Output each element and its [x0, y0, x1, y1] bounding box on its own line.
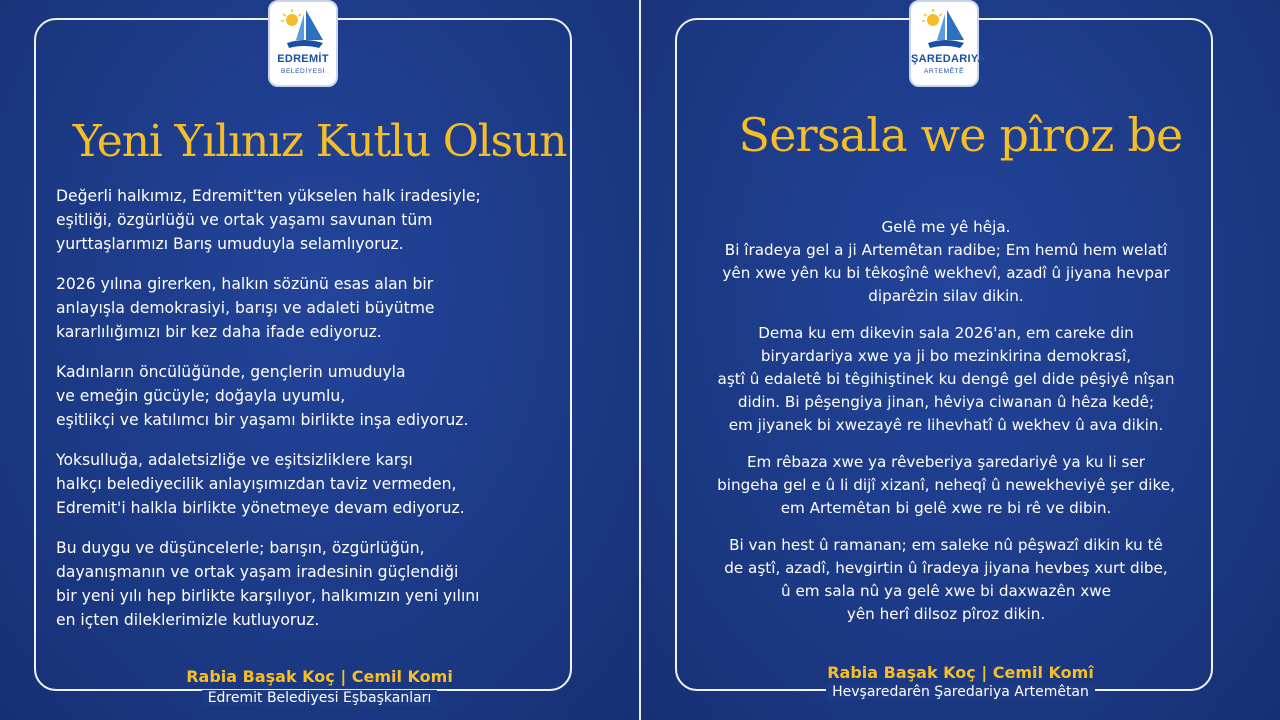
signatory-title	[641, 684, 1280, 700]
logo-text-primary: ŞAREDARIYA	[911, 53, 986, 65]
sailboat-sun-icon	[279, 6, 329, 52]
text-line: 2026 yılına girerken, halkın sözünü esas alan bir	[56, 275, 434, 293]
paragraph-2	[681, 322, 1211, 437]
signatory-title-text: Hevşaredarên Şaredariya Artemêtan	[826, 684, 1095, 700]
text-line: Yoksulluğa, adaletsizliğe ve eşitsizliklere karşı	[56, 451, 413, 469]
text-line: Em rêbaza xwe ya rêveberiya şaredariyê ya ku li ser	[746, 453, 1146, 471]
logo-text-secondary: ARTEMÊTÊ	[923, 68, 965, 75]
text-line: Dema ku em dikevin sala 2026'an, em careke din	[758, 324, 1134, 342]
signatory-title	[0, 690, 639, 706]
text-line: em Artemêtan bi gelê xwe re bi rê ve dibin.	[780, 499, 1112, 517]
text-line: Bi van hest û ramanan; em saleke nû pêşwazî dikin ku tê	[729, 536, 1163, 554]
paragraph-3	[681, 451, 1211, 520]
text-line: em jiyanek bi xwezayê re lihevhatî û wekhev û ava dikin.	[728, 416, 1164, 434]
message-body	[681, 216, 1211, 640]
text-line: halkçı belediyecilik anlayışımızdan taviz vermeden,	[56, 475, 457, 493]
paragraph-1	[56, 184, 556, 256]
greeting-title: Sersala we pîroz be	[738, 108, 1183, 162]
text-line: yên xwe yên ku bi têkoşînê wekhevî, azadî û jiyana hevpar	[722, 264, 1170, 282]
signatory-names: Rabia Başak Koç | Cemil Komi	[186, 667, 453, 686]
text-line: aştî û edaletê bi têgihiştinek ku dengê gel dide pêşiyê nîşan	[717, 370, 1175, 388]
text-line: kararlılığımızı bir kez daha ifade ediyoruz.	[56, 323, 382, 341]
logo-text-primary: EDREMİT	[277, 53, 329, 65]
paragraph-5	[56, 536, 556, 632]
signatory-names: Rabia Başak Koç | Cemil Komî	[827, 663, 1094, 682]
text-line: Bu duygu ve düşüncelerle; barışın, özgürlüğün,	[56, 539, 425, 557]
artemet-municipality-logo	[909, 0, 986, 87]
text-line: Edremit'i halkla birlikte yönetmeye devam ediyoruz.	[56, 499, 465, 517]
paragraph-4	[56, 448, 556, 520]
logo-text-secondary: BELEDİYESİ	[281, 68, 325, 75]
text-line: eşitliği, özgürlüğü ve ortak yaşamı savunan tüm	[56, 211, 433, 229]
text-line: yurttaşlarımızı Barış umuduyla selamlıyoruz.	[56, 235, 404, 253]
sailboat-sun-icon	[920, 6, 970, 52]
text-line: Değerli halkımız, Edremit'ten yükselen halk iradesiyle;	[56, 187, 481, 205]
text-line: en içten dileklerimizle kutluyoruz.	[56, 611, 320, 629]
paragraph-3	[56, 360, 556, 432]
text-line: de aştî, azadî, hevgirtin û îradeya jiyana hevbeş xurt dibe,	[724, 559, 1168, 577]
text-line: biryardariya xwe ya ji bo mezinkirina demokrasî,	[760, 347, 1132, 365]
text-line: ve emeğin gücüyle; doğayla uyumlu,	[56, 387, 346, 405]
signatory-title-text: Edremit Belediyesi Eşbaşkanları	[202, 690, 438, 706]
message-body	[56, 184, 556, 648]
text-line: yên herî dilsoz pîroz dikin.	[846, 605, 1046, 623]
left-greeting-card	[0, 0, 639, 720]
text-line: bingeha gel e û li dijî xizanî, neheqî û newekheviyê şer dike,	[717, 476, 1175, 494]
text-line: diparêzin silav dikin.	[868, 287, 1024, 305]
text-line: dayanışmanın ve ortak yaşam iradesinin güçlendiği	[56, 563, 459, 581]
paragraph-4	[681, 534, 1211, 626]
text-line: didin. Bi pêşengiya jinan, hêviya ciwanan û hêza kedê;	[737, 393, 1155, 411]
text-line: Kadınların öncülüğünde, gençlerin umuduyla	[56, 363, 406, 381]
text-line: û em sala nû ya gelê xwe bi daxwazên xwe	[780, 582, 1112, 600]
paragraph-2	[56, 272, 556, 344]
text-line: Bi îradeya gel a ji Artemêtan radibe; Em hemû hem welatî	[724, 241, 1168, 259]
text-line: bir yeni yılı hep birlikte karşılıyor, halkımızın yeni yılını	[56, 587, 480, 605]
paragraph-1	[681, 216, 1211, 308]
text-line: Gelê me yê hêja.	[881, 218, 1011, 236]
text-line: anlayışla demokrasiyi, barışı ve adaleti büyütme	[56, 299, 435, 317]
text-line: eşitlikçi ve katılımcı bir yaşamı birlikte inşa ediyoruz.	[56, 411, 469, 429]
right-greeting-card	[641, 0, 1280, 720]
edremit-municipality-logo	[268, 0, 338, 87]
greeting-title: Yeni Yılınız Kutlu Olsun	[72, 116, 567, 167]
